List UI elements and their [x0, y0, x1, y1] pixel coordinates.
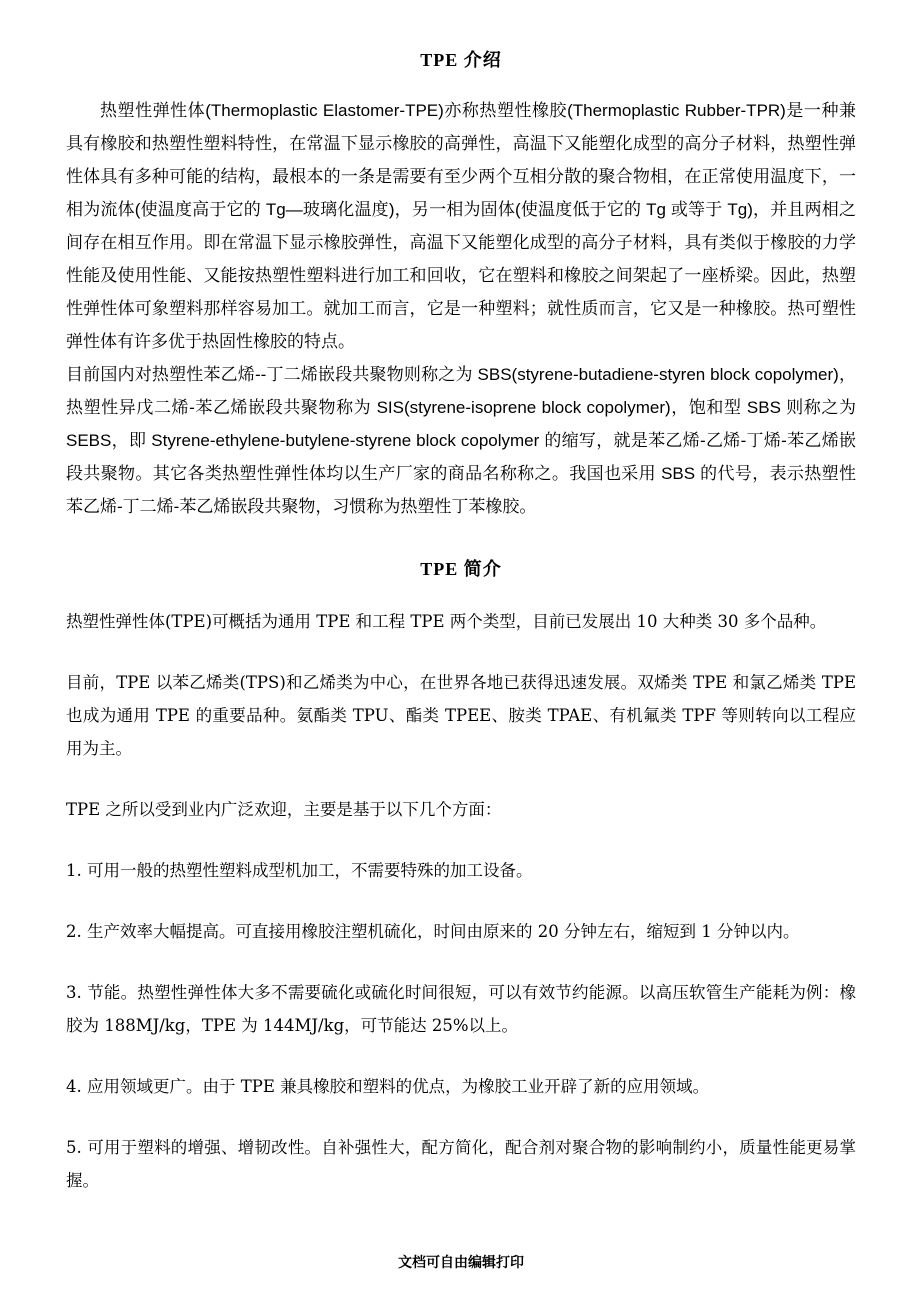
list-item-3-energy-saving: 3. 节能。热塑性弹性体大多不需要硫化或硫化时间很短，可以有效节约能源。以高压软管生产能耗为例：橡胶为 188MJ/kg，TPE 为 144MJ/kg，可节能达 25%以上。	[66, 983, 856, 1035]
section-title-tpe-brief: TPE 简介	[420, 559, 502, 579]
list-item-5-plastic-modification: 5. 可用于塑料的增强、增韧改性。自补强性大，配方简化，配合剂对聚合物的影响制约小，质量性能更易掌握。	[66, 1138, 856, 1190]
list-item-1-processing: 1. 可用一般的热塑性塑料成型机加工，不需要特殊的加工设备。	[66, 861, 533, 880]
footer-note: 文档可自由编辑打印	[398, 1254, 524, 1270]
para-tpe-types: 热塑性弹性体(TPE)可概括为通用 TPE 和工程 TPE 两个类型，目前已发展出 10 大种类 30 多个品种。	[66, 612, 827, 631]
para-tpe-popularity-intro: TPE 之所以受到业内广泛欢迎，主要是基于以下几个方面：	[66, 800, 502, 819]
para-tpe-definition: 热塑性弹性体(Thermoplastic Elastomer-TPE)亦称热塑性橡胶(Thermoplastic Rubber-TPR)是一种兼具有橡胶和热塑性塑料特性，在常温下显示橡胶的高弹性，高温下又能塑化成型的高分子材料，热塑性弹性体具有多种可能的结构，最根本的一条是需要有至少两个互相分散的聚合物相，在正常使用温度下，一相为流体(使温度高于它的 Tg—玻璃化温度)，另一相为固体(使温度低于它的 Tg 或等于 Tg)，并且两相之间存在相互作用。即在常温下显示橡胶弹性，高温下又能塑化成型的高分子材料，具有类似于橡胶的力学性能及使用性能、又能按热塑性塑料进行加工和回收，它在塑料和橡胶之间架起了一座桥梁。因此，热塑性弹性体可象塑料那样容易加工。就加工而言，它是一种塑料；就性质而言，它又是一种橡胶。热可塑性弹性体有许多优于热固性橡胶的特点。	[66, 101, 856, 351]
para-tpe-development: 目前，TPE 以苯乙烯类(TPS)和乙烯类为中心，在世界各地已获得迅速发展。双烯类 TPE 和氯乙烯类 TPE 也成为通用 TPE 的重要品种。氨酯类 TPU、酯类 TPEE、胺类 TPAE、有机氟类 TPF 等则转向以工程应用为主。	[66, 673, 856, 758]
section-title-tpe-intro: TPE 介绍	[420, 50, 502, 70]
list-item-4-application-fields: 4. 应用领域更广。由于 TPE 兼具橡胶和塑料的优点，为橡胶工业开辟了新的应用领域。	[66, 1077, 710, 1096]
para-sbs-sis-sebs-naming: 目前国内对热塑性苯乙烯--丁二烯嵌段共聚物则称之为 SBS(styrene-butadiene-styren block copolymer)，热塑性异戊二烯-苯乙烯嵌段共聚物称为 SIS(styrene-isoprene block copolymer)，饱和型 SBS 则称之为 SEBS，即 Styrene-ethylene-butylene-styrene block copolymer 的缩写，就是苯乙烯-乙烯-丁烯-苯乙烯嵌段共聚物。其它各类热塑性弹性体均以生产厂家的商品名称称之。我国也采用 SBS 的代号，表示热塑性苯乙烯-丁二烯-苯乙烯嵌段共聚物，习惯称为热塑性丁苯橡胶。	[66, 365, 856, 516]
list-item-2-efficiency: 2. 生产效率大幅提高。可直接用橡胶注塑机硫化，时间由原来的 20 分钟左右，缩短到 1 分钟以内。	[66, 922, 800, 941]
